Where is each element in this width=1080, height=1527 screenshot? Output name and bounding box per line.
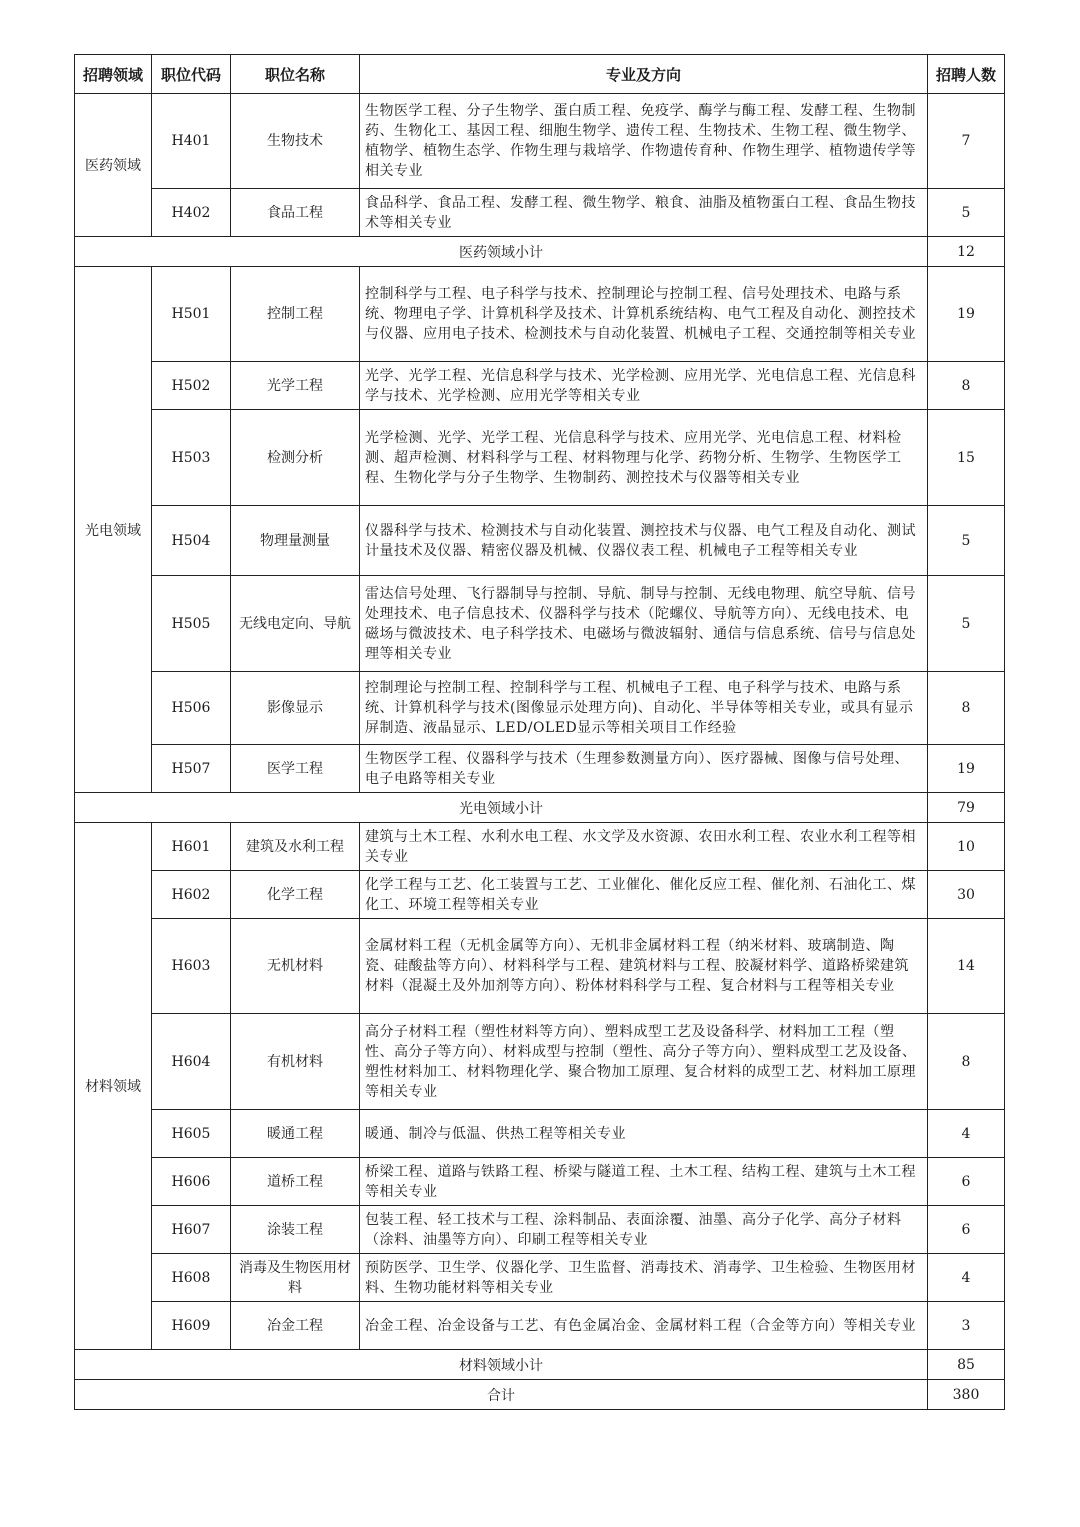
subtotal-row bbox=[75, 1350, 1005, 1380]
majors-cell: 建筑与土木工程、水利水电工程、水文学及水资源、农田水利工程、农业水利工程等相关专业 bbox=[360, 823, 928, 871]
table-row bbox=[75, 1014, 1005, 1110]
position-code: H609 bbox=[152, 1302, 231, 1350]
majors-cell: 化学工程与工艺、化工装置与工艺、工业催化、催化反应工程、催化剂、石油化工、煤化工、环境工程等相关专业 bbox=[360, 871, 928, 919]
position-name: 控制工程 bbox=[231, 267, 360, 362]
total-row bbox=[75, 1380, 1005, 1410]
position-code: H505 bbox=[152, 576, 231, 672]
subtotal-row bbox=[75, 237, 1005, 267]
position-name: 建筑及水利工程 bbox=[231, 823, 360, 871]
position-code: H607 bbox=[152, 1206, 231, 1254]
position-code: H401 bbox=[152, 94, 231, 189]
domain-cell: 医药领域 bbox=[75, 94, 152, 237]
position-code: H606 bbox=[152, 1158, 231, 1206]
majors-cell: 光学、光学工程、光信息科学与技术、光学检测、应用光学、光电信息工程、光信息科学与技术、光学检测、应用光学等相关专业 bbox=[360, 362, 928, 410]
position-code: H604 bbox=[152, 1014, 231, 1110]
majors-cell: 控制科学与工程、电子科学与技术、控制理论与控制工程、信号处理技术、电路与系统、物理电子学、计算机科学及技术、计算机系统结构、电气工程及自动化、测控技术与仪器、应用电子技术、检测技术与自动化装置、机械电子工程、交通控制等相关专业 bbox=[360, 267, 928, 362]
table-row bbox=[75, 1254, 1005, 1302]
majors-cell: 桥梁工程、道路与铁路工程、桥梁与隧道工程、土木工程、结构工程、建筑与土木工程等相关专业 bbox=[360, 1158, 928, 1206]
position-code: H603 bbox=[152, 919, 231, 1014]
majors-cell: 金属材料工程（无机金属等方向）、无机非金属材料工程（纳米材料、玻璃制造、陶瓷、硅酸盐等方向）、材料科学与工程、建筑材料与工程、胶凝材料学、道路桥梁建筑材料（混凝土及外加剂等方向）、粉体材料科学与工程、复合材料与工程等相关专业 bbox=[360, 919, 928, 1014]
headcount: 19 bbox=[928, 267, 1005, 362]
table-row bbox=[75, 410, 1005, 506]
table-row bbox=[75, 745, 1005, 793]
headcount: 6 bbox=[928, 1206, 1005, 1254]
majors-cell: 高分子材料工程（塑性材料等方向）、塑料成型工艺及设备科学、材料加工工程（塑性、高分子等方向）、材料成型与控制（塑性、高分子等方向）、塑料成型工艺及设备、塑性材料加工、材料物理化学、聚合物加工原理、复合材料的成型工艺、材料加工原理等相关专业 bbox=[360, 1014, 928, 1110]
table-row bbox=[75, 672, 1005, 745]
subtotal-value: 85 bbox=[928, 1350, 1005, 1380]
subtotal-value: 12 bbox=[928, 237, 1005, 267]
total-value: 380 bbox=[928, 1380, 1005, 1410]
position-name: 消毒及生物医用材料 bbox=[231, 1254, 360, 1302]
position-code: H608 bbox=[152, 1254, 231, 1302]
table-row bbox=[75, 1110, 1005, 1158]
headcount: 14 bbox=[928, 919, 1005, 1014]
table-row bbox=[75, 576, 1005, 672]
table-row bbox=[75, 267, 1005, 362]
position-name: 暖通工程 bbox=[231, 1110, 360, 1158]
total-label: 合计 bbox=[75, 1380, 928, 1410]
majors-cell: 控制理论与控制工程、控制科学与工程、机械电子工程、电子科学与技术、电路与系统、计算机科学与技术(图像显示处理方向)、自动化、半导体等相关专业，或具有显示屏制造、液晶显示、LED/OLED显示等相关项目工作经验 bbox=[360, 672, 928, 745]
headcount: 4 bbox=[928, 1110, 1005, 1158]
position-code: H601 bbox=[152, 823, 231, 871]
majors-cell: 预防医学、卫生学、仪器化学、卫生监督、消毒技术、消毒学、卫生检验、生物医用材料、生物功能材料等相关专业 bbox=[360, 1254, 928, 1302]
headcount: 5 bbox=[928, 576, 1005, 672]
position-name: 化学工程 bbox=[231, 871, 360, 919]
position-name: 物理量测量 bbox=[231, 506, 360, 576]
subtotal-label: 材料领域小计 bbox=[75, 1350, 928, 1380]
majors-cell: 仪器科学与技术、检测技术与自动化装置、测控技术与仪器、电气工程及自动化、测试计量技术及仪器、精密仪器及机械、仪器仪表工程、机械电子工程等相关专业 bbox=[360, 506, 928, 576]
table-row bbox=[75, 506, 1005, 576]
table-row bbox=[75, 919, 1005, 1014]
header-majors: 专业及方向 bbox=[360, 55, 928, 94]
position-name: 影像显示 bbox=[231, 672, 360, 745]
headcount: 15 bbox=[928, 410, 1005, 506]
position-name: 涂装工程 bbox=[231, 1206, 360, 1254]
header-domain: 招聘领域 bbox=[75, 55, 152, 94]
subtotal-label: 光电领域小计 bbox=[75, 793, 928, 823]
majors-cell: 食品科学、食品工程、发酵工程、微生物学、粮食、油脂及植物蛋白工程、食品生物技术等相关专业 bbox=[360, 189, 928, 237]
headcount: 19 bbox=[928, 745, 1005, 793]
subtotal-value: 79 bbox=[928, 793, 1005, 823]
table-row bbox=[75, 1158, 1005, 1206]
position-code: H506 bbox=[152, 672, 231, 745]
table-row bbox=[75, 94, 1005, 189]
position-name: 有机材料 bbox=[231, 1014, 360, 1110]
position-code: H507 bbox=[152, 745, 231, 793]
position-name: 无线电定向、导航 bbox=[231, 576, 360, 672]
subtotal-label: 医药领域小计 bbox=[75, 237, 928, 267]
table-row bbox=[75, 823, 1005, 871]
position-code: H501 bbox=[152, 267, 231, 362]
majors-cell: 生物医学工程、仪器科学与技术（生理参数测量方向）、医疗器械、图像与信号处理、电子电路等相关专业 bbox=[360, 745, 928, 793]
table-row bbox=[75, 871, 1005, 919]
headcount: 3 bbox=[928, 1302, 1005, 1350]
position-code: H605 bbox=[152, 1110, 231, 1158]
position-name: 无机材料 bbox=[231, 919, 360, 1014]
headcount: 5 bbox=[928, 189, 1005, 237]
domain-cell: 光电领域 bbox=[75, 267, 152, 793]
position-name: 生物技术 bbox=[231, 94, 360, 189]
position-code: H503 bbox=[152, 410, 231, 506]
majors-cell: 光学检测、光学、光学工程、光信息科学与技术、应用光学、光电信息工程、材料检测、超声检测、材料科学与工程、材料物理与化学、药物分析、生物学、生物医学工程、生物化学与分子生物学、生物制药、测控技术与仪器等相关专业 bbox=[360, 410, 928, 506]
headcount: 4 bbox=[928, 1254, 1005, 1302]
header-name: 职位名称 bbox=[231, 55, 360, 94]
majors-cell: 生物医学工程、分子生物学、蛋白质工程、免疫学、酶学与酶工程、发酵工程、生物制药、生物化工、基因工程、细胞生物学、遗传工程、生物技术、生物工程、微生物学、植物学、植物生态学、作物生理与栽培学、作物遗传育种、作物生理学、植物遗传学等相关专业 bbox=[360, 94, 928, 189]
majors-cell: 包装工程、轻工技术与工程、涂料制品、表面涂覆、油墨、高分子化学、高分子材料（涂料、油墨等方向）、印刷工程等相关专业 bbox=[360, 1206, 928, 1254]
position-code: H402 bbox=[152, 189, 231, 237]
position-name: 道桥工程 bbox=[231, 1158, 360, 1206]
headcount: 8 bbox=[928, 362, 1005, 410]
headcount: 8 bbox=[928, 672, 1005, 745]
position-code: H504 bbox=[152, 506, 231, 576]
subtotal-row bbox=[75, 793, 1005, 823]
table-row bbox=[75, 362, 1005, 410]
majors-cell: 雷达信号处理、飞行器制导与控制、导航、制导与控制、无线电物理、航空导航、信号处理技术、电子信息技术、仪器科学与技术（陀螺仪、导航等方向）、无线电技术、电磁场与微波技术、电子科学技术、电磁场与微波辐射、通信与信息系统、信号与信息处理等相关专业 bbox=[360, 576, 928, 672]
recruitment-table bbox=[74, 54, 1005, 1410]
header-count: 招聘人数 bbox=[928, 55, 1005, 94]
position-name: 检测分析 bbox=[231, 410, 360, 506]
table-row bbox=[75, 189, 1005, 237]
table-row bbox=[75, 1206, 1005, 1254]
position-name: 光学工程 bbox=[231, 362, 360, 410]
position-name: 冶金工程 bbox=[231, 1302, 360, 1350]
position-name: 医学工程 bbox=[231, 745, 360, 793]
headcount: 6 bbox=[928, 1158, 1005, 1206]
position-code: H602 bbox=[152, 871, 231, 919]
headcount: 30 bbox=[928, 871, 1005, 919]
header-code: 职位代码 bbox=[152, 55, 231, 94]
majors-cell: 暖通、制冷与低温、供热工程等相关专业 bbox=[360, 1110, 928, 1158]
headcount: 7 bbox=[928, 94, 1005, 189]
headcount: 8 bbox=[928, 1014, 1005, 1110]
majors-cell: 冶金工程、冶金设备与工艺、有色金属冶金、金属材料工程（合金等方向）等相关专业 bbox=[360, 1302, 928, 1350]
table-row bbox=[75, 1302, 1005, 1350]
headcount: 10 bbox=[928, 823, 1005, 871]
header-row bbox=[75, 55, 1005, 94]
domain-cell: 材料领域 bbox=[75, 823, 152, 1350]
position-name: 食品工程 bbox=[231, 189, 360, 237]
position-code: H502 bbox=[152, 362, 231, 410]
headcount: 5 bbox=[928, 506, 1005, 576]
